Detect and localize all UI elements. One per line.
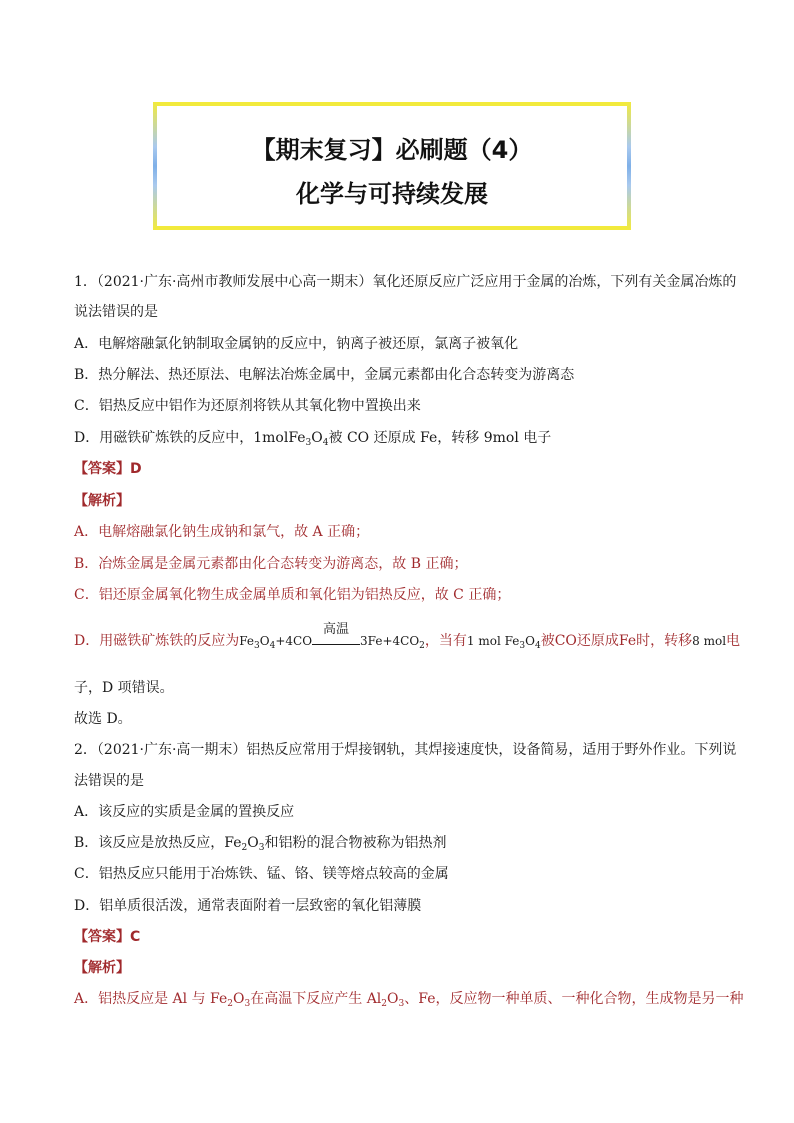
q2-option-a: A．该反应的实质是金属的置换反应 bbox=[74, 804, 295, 820]
q1-option-c: C．铝热反应中铝作为还原剂将铁从其氧化物中置换出来 bbox=[74, 398, 421, 414]
q1-explain-d bbox=[74, 622, 741, 651]
q2-option-b-post: 和铝粉的混合物被称为铝热剂 bbox=[264, 835, 447, 851]
q2-stem-line2: 法错误的是 bbox=[74, 773, 144, 789]
q1-option-b: B．热分解法、热还原法、电解法冶炼金属中，金属元素都由化合态转变为游离态 bbox=[74, 367, 575, 383]
q1-explain-d-post: 被CO还原成Fe时，转移 bbox=[540, 633, 693, 649]
q2-option-b: B．该反应是放热反应，$Fe_2O_3$和铝粉的混合物被称为铝热剂 bbox=[74, 835, 447, 853]
q2-option-d: D．铝单质很活泼，通常表面附着一层致密的氧化铝薄膜 bbox=[74, 898, 422, 914]
amount-formula: 1 mol $Fe_3O_4$ bbox=[466, 634, 541, 651]
q2-option-c: C．铝热反应只能用于冶炼铁、锰、铬、镁等熔点较高的金属 bbox=[74, 866, 449, 882]
q1-explain-d-line2: 子，D 项错误。 bbox=[74, 680, 174, 696]
q1-answer: 【答案】D bbox=[74, 461, 142, 477]
q1-conclusion: 故选 D。 bbox=[74, 711, 132, 727]
q2-explain-a-mid: 在高温下反应产生 Al bbox=[250, 991, 382, 1007]
q1-explain-d-mid: ，当有 bbox=[424, 633, 467, 649]
q1-explain-d-end: 电 bbox=[726, 633, 741, 649]
q1-explain-c: C．铝还原金属氧化物生成金属单质和氧化铝为铝热反应，故 C 正确； bbox=[74, 587, 511, 603]
q2-analysis-label: 【解析】 bbox=[74, 960, 130, 976]
q1-option-d-post: 被 CO 还原成 Fe，转移 9mol 电子 bbox=[328, 430, 552, 446]
q1-stem-line1: 1．（2021·广东·高州市教师发展中心高一期末）氧化还原反应广泛应用于金属的冶炼，下列有关金属冶炼的 bbox=[74, 274, 737, 290]
q1-option-d-sub1: 3 bbox=[305, 438, 312, 448]
q2-explain-a: A．铝热反应是 Al 与 $Fe_2O_3$在高温下反应产生 $Al_2O_3$、Fe，反应物一种单质、一种化合物，生成物是另一种 bbox=[74, 991, 744, 1009]
reaction-condition bbox=[312, 622, 360, 645]
q1-explain-a: A．电解熔融氯化钠生成钠和氯气，故 A 正确； bbox=[74, 524, 370, 540]
q2-explain-a-post: 、Fe，反应物一种单质、一种化合物，生成物是另一种 bbox=[404, 991, 744, 1007]
q1-stem-line2: 说法错误的是 bbox=[74, 304, 158, 320]
q1-option-d-pre: D．用磁铁矿炼铁的反应中，1molFe bbox=[74, 430, 306, 446]
q1-option-d-sub2: 4 bbox=[322, 438, 329, 448]
q1-option-d-mid: O bbox=[311, 430, 323, 446]
transfer-amount: 8 mol bbox=[692, 634, 727, 648]
title-box bbox=[153, 102, 631, 230]
reaction-formula: $Fe_3O_4+4CO$ 高温 $3Fe+4CO_2$ bbox=[239, 622, 425, 651]
q2-answer: 【答案】C bbox=[74, 929, 141, 945]
page-title: 【期末复习】必刷题（4） bbox=[251, 136, 533, 164]
page-subtitle: 化学与可持续发展 bbox=[296, 180, 488, 208]
q1-explain-d-pre: D．用磁铁矿炼铁的反应为 bbox=[74, 633, 240, 649]
q1-option-a: A．电解熔融氯化钠制取金属钠的反应中，钠离子被还原，氯离子被氧化 bbox=[74, 336, 519, 352]
reaction-condition-label: 高温 bbox=[323, 622, 350, 637]
q1-explain-b: B．冶炼金属是金属元素都由化合态转变为游离态，故 B 正确； bbox=[74, 556, 468, 572]
q1-analysis-label: 【解析】 bbox=[74, 493, 130, 509]
q2-option-b-pre: B．该反应是放热反应，Fe bbox=[74, 835, 242, 851]
q2-stem-line1: 2．（2021·广东·高一期末）铝热反应常用于焊接钢轨，其焊接速度快，设备简易，适用于野外作业。下列说 bbox=[74, 742, 737, 758]
q1-option-d bbox=[74, 429, 551, 447]
q2-explain-a-pre: A．铝热反应是 Al 与 Fe bbox=[74, 991, 228, 1007]
